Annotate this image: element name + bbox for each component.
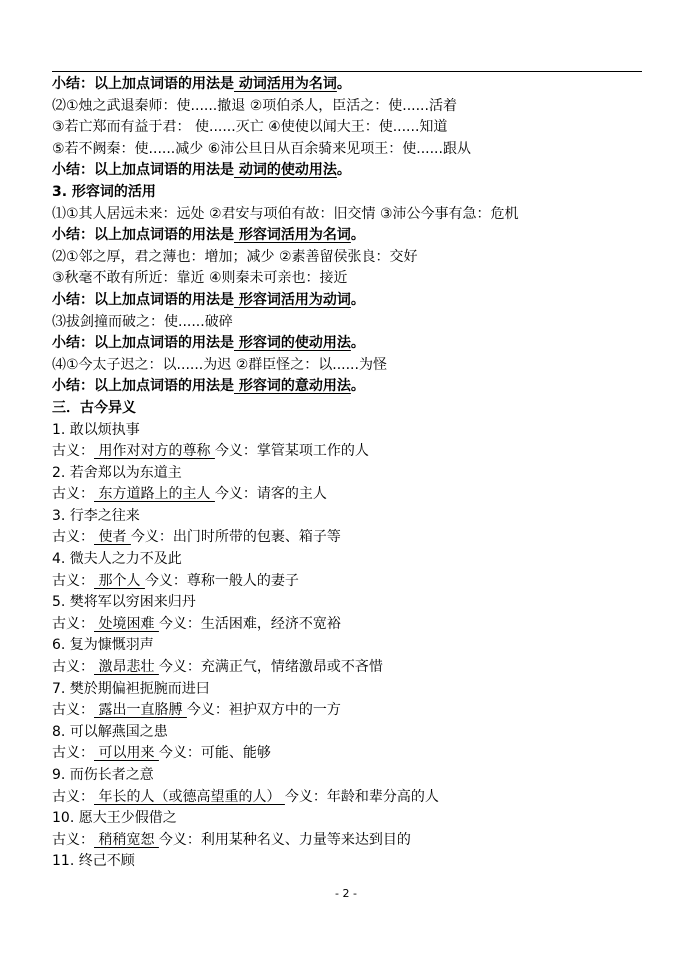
summary-end: 。: [350, 335, 365, 352]
line-text: ⑤若不阙秦：使......减少 ⑥沛公旦日从百余骑来见项王：使......跟从: [52, 140, 471, 157]
ancient-meaning-answer: 年长的人（或德高望重的人）: [94, 788, 285, 805]
line-text: 8. 可以解燕国之患: [52, 723, 168, 740]
ancient-meaning-label: 古义：: [52, 745, 94, 762]
text-line: [52, 204, 652, 226]
line-text: 2. 若舍郑以为东道主: [52, 464, 182, 481]
content-lines: [52, 74, 652, 873]
section-heading: [52, 182, 652, 204]
ancient-meaning-label: 古义：: [52, 831, 94, 848]
summary-end: 。: [336, 162, 351, 179]
heading-text: 3. 形容词的活用: [52, 183, 156, 200]
summary-label: 小结：以上加点词语的用法是: [52, 378, 234, 395]
line-text: 7. 樊於期偏袒扼腕而进曰: [52, 680, 210, 697]
ancient-meaning-label: 古义：: [52, 659, 94, 676]
modern-meaning: 今义：请客的主人: [214, 486, 327, 503]
text-line: [52, 312, 652, 334]
header-rule: [52, 71, 642, 72]
summary-label: 小结：以上加点词语的用法是: [52, 76, 234, 92]
text-line: [52, 506, 652, 528]
section-heading: [52, 398, 652, 420]
ancient-meaning-answer: 用作对对方的尊称: [94, 443, 215, 460]
summary-label: 小结：以上加点词语的用法是: [52, 227, 234, 244]
summary-answer: 形容词活用为动词: [234, 291, 351, 308]
gloss-line: [52, 657, 652, 679]
ancient-meaning-answer: 可以用来: [94, 745, 159, 762]
line-text: ⑴①其人居远未来：远处 ②君安与项伯有故：旧交情 ③沛公今事有急：危机: [52, 205, 519, 222]
modern-meaning: 今义：出门时所带的包裹、箱子等: [130, 529, 341, 546]
text-line: [52, 808, 652, 830]
text-line: [52, 355, 652, 377]
ancient-meaning-label: 古义：: [52, 572, 94, 589]
gloss-line: [52, 830, 652, 852]
ancient-meaning-answer: 稍稍宽恕: [94, 831, 159, 848]
ancient-meaning-label: 古义：: [52, 443, 94, 460]
text-line: [52, 765, 652, 787]
page-number: - 2 -: [335, 887, 357, 900]
text-line: [52, 592, 652, 614]
summary-line: [52, 333, 652, 355]
ancient-meaning-answer: 露出一直胳膊: [94, 702, 187, 719]
modern-meaning: 今义：可能、能够: [158, 745, 271, 762]
text-line: [52, 420, 652, 442]
line-text: ③若亡郑而有益于君： 使......灭亡 ④使使以闻大王：使......知道: [52, 119, 448, 136]
line-text: 4. 微夫人之力不及此: [52, 551, 182, 568]
text-line: [52, 268, 652, 290]
line-text: 11. 终己不顾: [52, 853, 135, 870]
summary-answer: 形容词的使动用法: [234, 335, 351, 352]
gloss-line: [52, 787, 652, 809]
text-line: [52, 463, 652, 485]
modern-meaning: 今义：掌管某项工作的人: [214, 443, 369, 460]
summary-answer: 形容词活用为名词: [234, 227, 351, 244]
line-text: 1. 敢以烦执事: [52, 421, 140, 438]
modern-meaning: 今义：年龄和辈分高的人: [284, 788, 439, 805]
modern-meaning: 今义：袒护双方中的一方: [186, 702, 341, 719]
text-line: [52, 117, 652, 139]
summary-answer: 动词的使动用法: [234, 162, 337, 179]
text-line: [52, 139, 652, 161]
summary-answer: 动词活用为名词: [234, 76, 337, 92]
summary-end: 。: [350, 291, 365, 308]
summary-line: [52, 160, 652, 182]
gloss-line: [52, 441, 652, 463]
ancient-meaning-answer: 使者: [94, 529, 131, 546]
text-line: [52, 549, 652, 571]
ancient-meaning-label: 古义：: [52, 615, 94, 632]
ancient-meaning-label: 古义：: [52, 529, 94, 546]
line-text: ⑶拔剑撞而破之：使......破碎: [52, 313, 233, 330]
summary-answer: 形容词的意动用法: [234, 378, 351, 395]
summary-label: 小结：以上加点词语的用法是: [52, 162, 234, 179]
gloss-line: [52, 743, 652, 765]
summary-label: 小结：以上加点词语的用法是: [52, 335, 234, 352]
line-text: 3. 行李之往来: [52, 507, 140, 524]
line-text: 9. 而伤长者之意: [52, 767, 154, 783]
text-line: [52, 722, 652, 744]
gloss-line: [52, 571, 652, 593]
gloss-line: [52, 614, 652, 636]
text-line: [52, 247, 652, 269]
text-line: [52, 851, 652, 873]
line-text: ⑵①烛之武退秦师：使......撤退 ②项伯杀人，臣活之：使......活着: [52, 97, 457, 114]
ancient-meaning-answer: 那个人: [94, 572, 145, 589]
gloss-line: [52, 527, 652, 549]
ancient-meaning-label: 古义：: [52, 486, 94, 503]
ancient-meaning-label: 古义：: [52, 788, 94, 805]
summary-end: 。: [336, 76, 351, 92]
modern-meaning: 今义：尊称一般人的妻子: [144, 572, 299, 589]
line-text: 10. 愿大王少假借之: [52, 810, 177, 827]
ancient-meaning-label: 古义：: [52, 702, 94, 719]
line-text: ③秋毫不敢有所近：靠近 ④则秦未可亲也：接近: [52, 270, 348, 287]
modern-meaning: 今义：生活困难，经济不宽裕: [158, 615, 341, 632]
summary-label: 小结：以上加点词语的用法是: [52, 291, 234, 308]
ancient-meaning-answer: 东方道路上的主人: [94, 486, 215, 503]
line-text: 6. 复为慷慨羽声: [52, 637, 154, 654]
line-text: 5. 樊将军以穷困来归丹: [52, 594, 196, 611]
summary-end: 。: [350, 378, 365, 395]
summary-line: [52, 376, 652, 398]
summary-line: [52, 225, 652, 247]
gloss-line: [52, 484, 652, 506]
line-text: ⑵①邻之厚，君之薄也：增加；减少 ②素善留侯张良：交好: [52, 248, 418, 265]
summary-line: [52, 290, 652, 312]
heading-text: 三．古今异义: [52, 399, 136, 416]
modern-meaning: 今义：充满正气，情绪激昂或不吝惜: [158, 659, 383, 676]
modern-meaning: 今义：利用某种名义、力量等来达到目的: [158, 831, 411, 848]
line-text: ⑷①今太子迟之：以......为迟 ②群臣怪之：以......为怪: [52, 356, 387, 373]
text-line: [52, 635, 652, 657]
summary-end: 。: [350, 227, 365, 244]
gloss-line: [52, 700, 652, 722]
text-line: [52, 679, 652, 701]
ancient-meaning-answer: 激昂悲壮: [94, 659, 159, 676]
ancient-meaning-answer: 处境困难: [94, 615, 159, 632]
summary-line: [52, 74, 652, 96]
text-line: [52, 96, 652, 118]
